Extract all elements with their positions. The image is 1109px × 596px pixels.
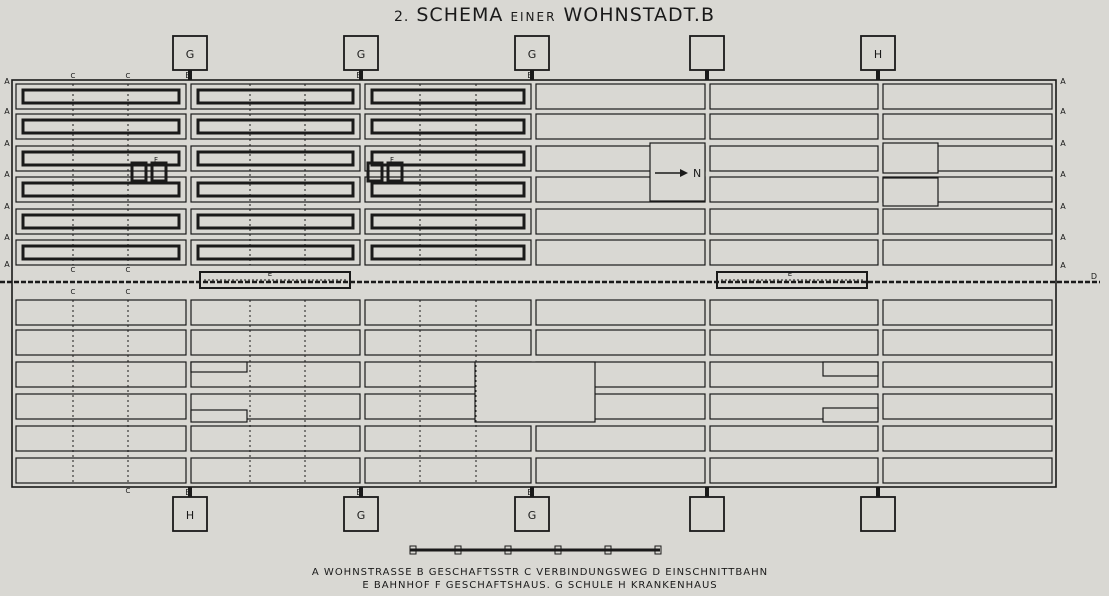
footpaths <box>70 84 476 483</box>
block <box>710 330 878 355</box>
special-block <box>823 362 878 376</box>
block <box>16 394 186 419</box>
block <box>536 426 705 451</box>
mark-b: B <box>356 71 362 80</box>
mark-e: E <box>267 270 273 278</box>
mark-b: B <box>527 488 533 497</box>
house-row <box>372 120 524 133</box>
block <box>16 146 186 171</box>
block <box>710 209 878 234</box>
block <box>883 330 1052 355</box>
legend <box>230 566 850 592</box>
top-box-label: H <box>873 48 883 61</box>
mark-c: C <box>70 266 76 274</box>
north-label: N <box>693 167 702 180</box>
block <box>191 209 360 234</box>
top-box-label: G <box>527 48 537 61</box>
house-row <box>23 120 179 133</box>
bottom-box <box>690 497 724 531</box>
block <box>16 458 186 483</box>
mark-c: C <box>70 72 76 80</box>
mark-c: C <box>70 288 76 296</box>
special-block <box>191 362 247 372</box>
block <box>883 426 1052 451</box>
block <box>883 362 1052 387</box>
block <box>16 330 186 355</box>
plan-labels <box>4 71 1097 497</box>
block <box>883 300 1052 325</box>
block <box>710 458 878 483</box>
mark-b: B <box>185 71 191 80</box>
house-row <box>372 90 524 103</box>
block <box>191 84 360 109</box>
title-number: 2. <box>393 9 410 25</box>
bottom-box <box>861 497 895 531</box>
block <box>365 330 531 355</box>
block <box>365 300 531 325</box>
special-block <box>191 410 247 422</box>
block <box>191 240 360 265</box>
special-block <box>883 143 938 173</box>
house-row <box>198 215 353 228</box>
right-a-label: A <box>1060 139 1066 148</box>
top-box-label: G <box>356 48 366 61</box>
block <box>536 84 705 109</box>
left-a-label: A <box>4 202 10 211</box>
block <box>536 240 705 265</box>
left-a-label: A <box>4 233 10 242</box>
rail-d-label: D <box>1090 272 1098 281</box>
block <box>883 394 1052 419</box>
block <box>536 458 705 483</box>
mark-c: C <box>125 487 131 495</box>
block <box>710 146 878 171</box>
block <box>16 362 186 387</box>
block <box>710 426 878 451</box>
block <box>883 240 1052 265</box>
house-row <box>198 183 353 196</box>
right-a-label: A <box>1060 77 1066 86</box>
block <box>16 84 186 109</box>
house-row <box>23 215 179 228</box>
mark-b: B <box>527 71 533 80</box>
house-row <box>372 215 524 228</box>
house-row <box>198 152 353 165</box>
right-a-label: A <box>1060 107 1066 116</box>
left-a-label: A <box>4 170 10 179</box>
house-row <box>372 246 524 259</box>
special-block <box>823 408 878 422</box>
block <box>883 114 1052 139</box>
block <box>16 300 186 325</box>
legend-line-1: A WOHNSTRASSE B GESCHAFTSSTR C VERBINDUNGSWEG D EINSCHNITTBAHN <box>311 567 769 578</box>
mark-c: C <box>125 288 131 296</box>
top-box-label: G <box>185 48 195 61</box>
block <box>710 84 878 109</box>
title-letter: B <box>700 4 716 26</box>
city-blocks <box>16 84 1052 483</box>
block <box>191 146 360 171</box>
house-row <box>23 183 179 196</box>
block <box>883 458 1052 483</box>
building-boxes <box>173 36 895 531</box>
block <box>536 300 705 325</box>
right-a-label: A <box>1060 261 1066 270</box>
house-row <box>198 120 353 133</box>
block <box>191 458 360 483</box>
block <box>710 177 878 202</box>
block <box>16 114 186 139</box>
right-a-label: A <box>1060 202 1066 211</box>
block <box>710 240 878 265</box>
block <box>16 426 186 451</box>
house-row <box>23 90 179 103</box>
block <box>365 458 531 483</box>
right-a-label: A <box>1060 233 1066 242</box>
bottom-box-label: G <box>356 509 366 522</box>
block <box>536 209 705 234</box>
legend-line-2: E BAHNHOF F GESCHAFTSHAUS. G SCHULE H KRANKENHAUS <box>362 580 718 591</box>
block <box>191 330 360 355</box>
bottom-box-label: G <box>527 509 537 522</box>
title-wohnstadt: WOHNSTADT. <box>563 4 701 26</box>
block <box>16 240 186 265</box>
title-schema: SCHEMA <box>416 4 504 26</box>
block <box>191 114 360 139</box>
mark-f: F <box>389 156 395 164</box>
special-block <box>475 362 595 422</box>
house-row <box>198 246 353 259</box>
block <box>365 209 531 234</box>
block <box>536 330 705 355</box>
top-box <box>690 36 724 70</box>
block <box>365 426 531 451</box>
left-a-label: A <box>4 107 10 116</box>
block <box>710 300 878 325</box>
block <box>16 209 186 234</box>
mark-e: E <box>787 270 793 278</box>
left-a-label: A <box>4 139 10 148</box>
house-row <box>372 183 524 196</box>
mark-b: B <box>185 488 191 497</box>
block <box>191 177 360 202</box>
block <box>365 114 531 139</box>
left-a-label: A <box>4 260 10 269</box>
block <box>883 84 1052 109</box>
house-row <box>198 90 353 103</box>
right-a-label: A <box>1060 170 1066 179</box>
station-building <box>200 272 350 288</box>
title-einer: EINER <box>510 10 557 24</box>
left-a-label: A <box>4 77 10 86</box>
special-block <box>883 178 938 206</box>
block <box>536 114 705 139</box>
block <box>710 114 878 139</box>
mark-f: F <box>153 156 159 164</box>
block <box>191 426 360 451</box>
block <box>365 84 531 109</box>
block <box>365 240 531 265</box>
mark-c: C <box>125 266 131 274</box>
block <box>883 209 1052 234</box>
house-row <box>23 246 179 259</box>
railway-line <box>0 272 1100 288</box>
mark-b: B <box>356 488 362 497</box>
scale-bar <box>410 546 661 554</box>
mark-c: C <box>125 72 131 80</box>
block <box>191 300 360 325</box>
bottom-box-label: H <box>185 509 195 522</box>
